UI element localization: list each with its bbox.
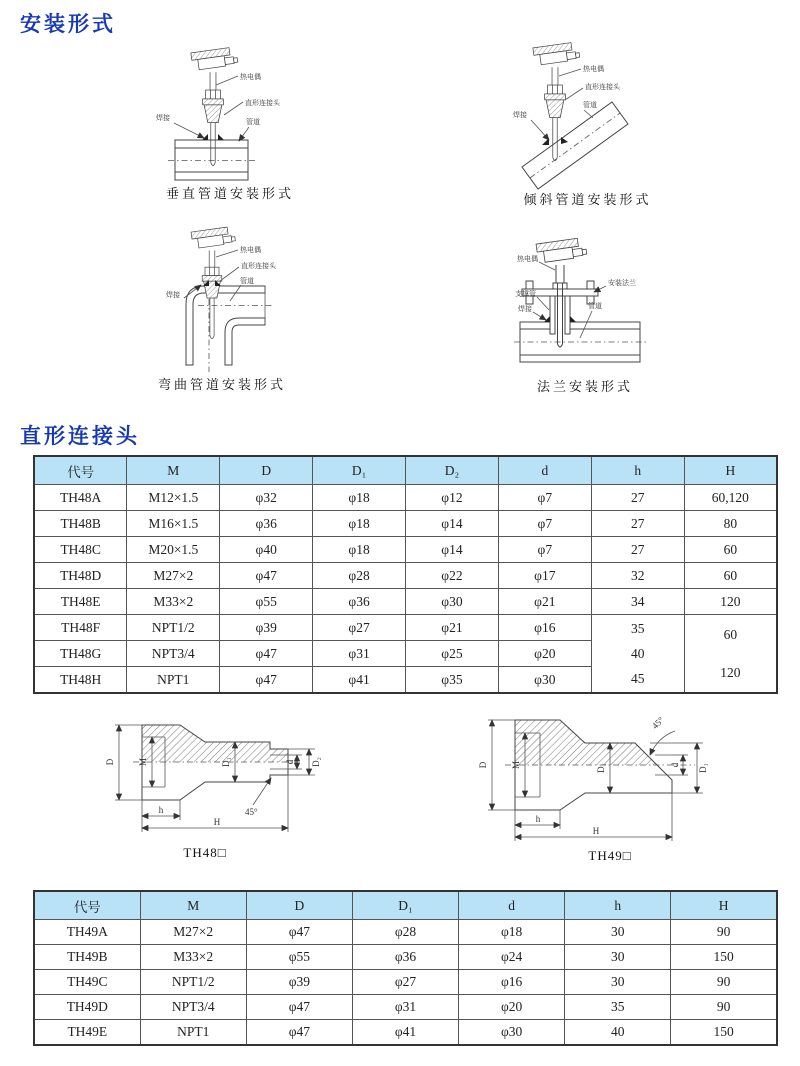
dim-D: D <box>105 758 115 766</box>
cell: φ32 <box>220 485 313 511</box>
cell: 27 <box>591 537 684 563</box>
cell: 27 <box>591 485 684 511</box>
dim-D1-right: D₁ <box>698 763 708 773</box>
dim-d: d <box>670 762 680 768</box>
drawing-th48-section <box>95 712 325 842</box>
label-pipe: 管道 <box>583 101 597 109</box>
cell: NPT1 <box>127 667 220 694</box>
cell: φ18 <box>313 511 406 537</box>
table-row <box>34 511 777 537</box>
table-row <box>34 970 777 995</box>
cell: M16×1.5 <box>127 511 220 537</box>
cell: φ7 <box>498 511 591 537</box>
cell: TH49D <box>34 995 140 1020</box>
label-pipe: 管道 <box>240 277 254 285</box>
dim-M: M <box>511 760 521 770</box>
cell: 120 <box>684 589 777 615</box>
label-weld: 焊接 <box>518 305 532 313</box>
caption-th49: TH49□ <box>588 848 632 863</box>
cell: φ47 <box>220 641 313 667</box>
cell: TH48E <box>34 589 127 615</box>
dim-angle: 45° <box>245 807 258 817</box>
cell: TH48F <box>34 615 127 641</box>
cell: M20×1.5 <box>127 537 220 563</box>
cell: φ30 <box>406 589 499 615</box>
cell: TH48H <box>34 667 127 694</box>
col-header-H: H <box>671 891 777 920</box>
cell: φ16 <box>459 970 565 995</box>
dim-H: H <box>213 817 221 827</box>
table-row <box>34 995 777 1020</box>
cell: NPT3/4 <box>140 995 246 1020</box>
cell: 35 <box>565 995 671 1020</box>
cell: TH49B <box>34 945 140 970</box>
weld-mark <box>570 316 576 322</box>
cell: TH48A <box>34 485 127 511</box>
cell: φ24 <box>459 945 565 970</box>
label-flange: 安装法兰 <box>608 279 636 287</box>
label-weld: 焊接 <box>166 291 180 299</box>
cell: φ39 <box>246 970 352 995</box>
diagram-bent-pipe <box>140 225 310 383</box>
cell: φ27 <box>352 970 458 995</box>
cell: 150 <box>671 945 777 970</box>
label-pipe: 管道 <box>588 302 602 310</box>
cell: φ39 <box>220 615 313 641</box>
col-header-code: 代号 <box>34 891 140 920</box>
cell: 60,120 <box>684 485 777 511</box>
weld-mark <box>202 134 208 140</box>
cell: 30 <box>565 970 671 995</box>
cell: φ18 <box>459 920 565 945</box>
col-header-D: D <box>246 891 352 920</box>
cell: φ14 <box>406 537 499 563</box>
cell: φ36 <box>220 511 313 537</box>
col-header-M: M <box>127 456 220 485</box>
table-row <box>34 1020 777 1046</box>
diagram-inclined-pipe <box>495 40 680 198</box>
table-header-row <box>34 891 777 920</box>
cell: φ7 <box>498 537 591 563</box>
cell: φ7 <box>498 485 591 511</box>
cell: φ47 <box>246 995 352 1020</box>
label-support-tube: 支撑管 <box>515 290 536 298</box>
dim-M: M <box>138 757 148 767</box>
cell: φ12 <box>406 485 499 511</box>
cell: φ27 <box>313 615 406 641</box>
cell: φ30 <box>459 1020 565 1046</box>
cell: φ47 <box>220 667 313 694</box>
table-row <box>34 563 777 589</box>
cell: φ55 <box>246 945 352 970</box>
label-thermocouple: 热电偶 <box>583 65 604 73</box>
col-header-H: H <box>684 456 777 485</box>
dim-d: d <box>285 759 295 765</box>
cell: 150 <box>671 1020 777 1046</box>
col-header-D: D <box>220 456 313 485</box>
cell: M33×2 <box>127 589 220 615</box>
cell: φ28 <box>313 563 406 589</box>
table-header-row <box>34 456 777 485</box>
cell: 35 <box>630 621 645 636</box>
cell: φ18 <box>313 537 406 563</box>
cell: TH48C <box>34 537 127 563</box>
cell: 90 <box>671 995 777 1020</box>
dim-h: h <box>158 805 164 815</box>
label-connector: 直形连接头 <box>245 99 280 107</box>
col-header-D1: D₁ <box>313 456 406 485</box>
cell: φ30 <box>498 667 591 694</box>
dim-D1: D₁ <box>221 757 231 767</box>
dim-D: D <box>478 761 488 769</box>
section-title-connector: 直形连接头 <box>20 425 140 448</box>
weld-mark <box>218 134 224 140</box>
label-thermocouple: 热电偶 <box>517 255 538 263</box>
cell: φ20 <box>498 641 591 667</box>
cell: 32 <box>591 563 684 589</box>
cell: φ36 <box>352 945 458 970</box>
cell: φ16 <box>498 615 591 641</box>
cell: φ47 <box>246 1020 352 1046</box>
cell: TH48B <box>34 511 127 537</box>
cell: 40 <box>565 1020 671 1046</box>
cell: φ22 <box>406 563 499 589</box>
cell: TH48D <box>34 563 127 589</box>
cell: 30 <box>565 945 671 970</box>
section-title-installation: 安装形式 <box>20 13 116 36</box>
cell: φ36 <box>313 589 406 615</box>
dim-h: h <box>535 814 541 824</box>
cell: 90 <box>671 970 777 995</box>
col-header-h: h <box>565 891 671 920</box>
cell: 34 <box>591 589 684 615</box>
col-header-d: d <box>459 891 565 920</box>
diagram-flange-mount <box>470 225 670 390</box>
cell: φ31 <box>313 641 406 667</box>
label-connector: 直形连接头 <box>241 262 276 270</box>
merged-H-cell <box>684 615 777 694</box>
caption-inclined-pipe: 倾斜管道安装形式 <box>523 192 652 207</box>
cell: TH49A <box>34 920 140 945</box>
cell: φ21 <box>406 615 499 641</box>
caption-vertical-pipe: 垂直管道安装形式 <box>165 186 294 201</box>
cell: M12×1.5 <box>127 485 220 511</box>
table-row <box>34 615 777 641</box>
th49-dimension-table <box>33 890 778 1046</box>
cell: φ18 <box>313 485 406 511</box>
cell: φ47 <box>220 563 313 589</box>
col-header-d: d <box>498 456 591 485</box>
table-row <box>34 920 777 945</box>
dim-angle: 45° <box>649 714 666 731</box>
col-header-h: h <box>591 456 684 485</box>
diagram-vertical-pipe <box>150 45 310 193</box>
dim-D2: D₂ <box>311 757 321 767</box>
cell: 60 <box>684 537 777 563</box>
cell: φ40 <box>220 537 313 563</box>
caption-th48: TH48□ <box>183 845 227 860</box>
cell: 80 <box>684 511 777 537</box>
cell: 90 <box>671 920 777 945</box>
caption-bent-pipe: 弯曲管道安装形式 <box>157 377 286 392</box>
dim-D1: D₁ <box>596 763 606 773</box>
cell: φ17 <box>498 563 591 589</box>
cell: NPT1 <box>140 1020 246 1046</box>
merged-h-cell <box>591 615 684 694</box>
label-weld: 焊接 <box>156 114 170 122</box>
cell: M27×2 <box>127 563 220 589</box>
cell: φ28 <box>352 920 458 945</box>
label-thermocouple: 热电偶 <box>240 246 261 254</box>
cell: 45 <box>630 671 645 686</box>
cell: 60 <box>684 563 777 589</box>
cell: TH49C <box>34 970 140 995</box>
cell: φ25 <box>406 641 499 667</box>
label-connector: 直形连接头 <box>585 83 620 91</box>
cell: 120 <box>720 664 741 680</box>
cell: TH48G <box>34 641 127 667</box>
col-header-D1: D₁ <box>352 891 458 920</box>
cell: M27×2 <box>140 920 246 945</box>
cell: φ21 <box>498 589 591 615</box>
label-pipe: 管道 <box>246 118 260 126</box>
cell: φ35 <box>406 667 499 694</box>
col-header-code: 代号 <box>34 456 127 485</box>
cell: φ47 <box>246 920 352 945</box>
caption-flange-mount: 法兰安装形式 <box>536 379 633 394</box>
drawing-th49-section <box>460 703 710 848</box>
cell: φ31 <box>352 995 458 1020</box>
cell: φ41 <box>352 1020 458 1046</box>
label-weld: 焊接 <box>513 111 527 119</box>
cell: NPT3/4 <box>127 641 220 667</box>
col-header-D2: D₂ <box>406 456 499 485</box>
weld-mark <box>561 137 568 144</box>
cell: 30 <box>565 920 671 945</box>
cell: φ41 <box>313 667 406 694</box>
cell: NPT1/2 <box>140 970 246 995</box>
cell: 60 <box>723 626 738 642</box>
cell: M33×2 <box>140 945 246 970</box>
table-row <box>34 589 777 615</box>
cell: φ55 <box>220 589 313 615</box>
table-row <box>34 485 777 511</box>
table-row <box>34 945 777 970</box>
cell: 27 <box>591 511 684 537</box>
label-thermocouple: 热电偶 <box>240 73 261 81</box>
cell: TH49E <box>34 1020 140 1046</box>
th48-dimension-table <box>33 455 778 694</box>
table-row <box>34 537 777 563</box>
dim-H: H <box>592 826 600 836</box>
col-header-M: M <box>140 891 246 920</box>
cell: φ14 <box>406 511 499 537</box>
cell: NPT1/2 <box>127 615 220 641</box>
cell: 40 <box>630 646 645 661</box>
cell: φ20 <box>459 995 565 1020</box>
